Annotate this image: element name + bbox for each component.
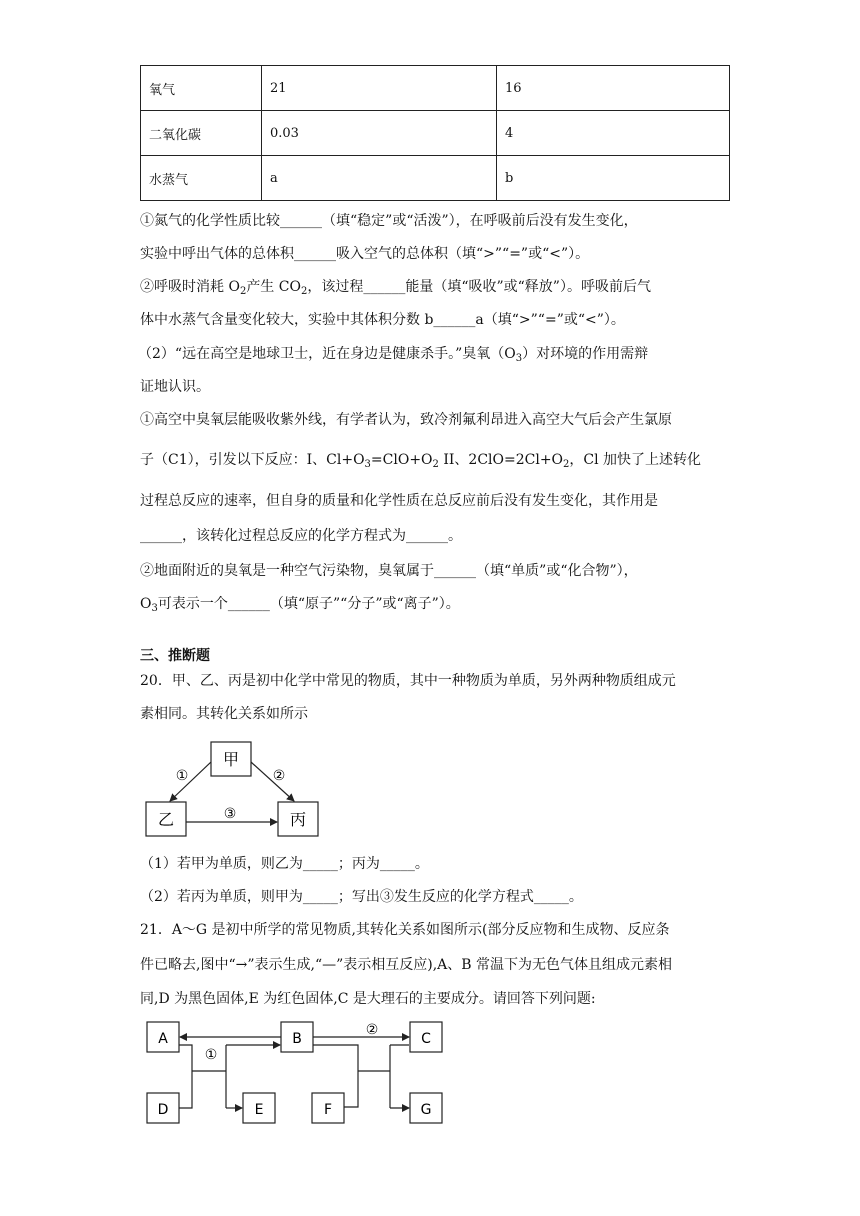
table-cell: 氧气 [141,66,262,111]
label-2: ② [272,768,286,784]
question-text: 体中水蒸气含量变化较大，实验中其体积分数 b______a（填“>”“=”或“<”）。 [140,312,625,328]
question-text: $O_3$可表示一个______（填“原子”“分子”或“离子”）。 [140,596,460,614]
label-c: C [421,1031,431,1047]
question-text: 过程总反应的速率，但自身的质量和化学性质在总反应前后没有发生变化，其作用是 [140,493,658,509]
table-cell: b [497,156,730,201]
question-text: 21．A～G 是初中所学的常见物质,其转化关系如图所示(部分反应物和生成物、反应条 [140,922,670,938]
table-cell: 4 [497,111,730,156]
table-cell: a [262,156,497,201]
question-text: 证地认识。 [140,379,210,395]
label-1: ① [204,1047,218,1063]
transformation-diagram-21 [140,1015,450,1130]
label-a: A [158,1031,168,1047]
table-cell: 水蒸气 [141,156,262,201]
table-row [141,156,730,201]
table-row [141,111,730,156]
question-text: 实验中呼出气体的总体积______吸入空气的总体积（填“>”“=”或“<”）。 [140,246,590,262]
question-text: 件已略去,图中“→”表示生成,“—”表示相互反应),A、B 常温下为无色气体且组成元素相 [140,957,673,973]
table-cell: 21 [262,66,497,111]
transformation-diagram-20 [140,740,330,840]
label-bing: 丙 [289,810,307,829]
question-text: （1）若甲为单质，则乙为_____；丙为_____。 [140,856,429,872]
label-1: ① [175,768,189,784]
question-text: ①氮气的化学性质比较______（填“稳定”或“活泼”），在呼吸前后没有发生变化， [140,213,638,229]
question-text: ______，该转化过程总反应的化学方程式为______。 [140,528,462,544]
label-2: ② [365,1022,379,1038]
label-g: G [420,1102,432,1118]
label-b: B [292,1031,302,1047]
question-text: 子（C1），引发以下反应：I、$Cl+O_3=ClO+O_2$ II、$2ClO=2Cl+O_2$，Cl 加快了上述转化 [140,452,702,470]
table-cell: 0.03 [262,111,497,156]
table-cell: 二氧化碳 [141,111,262,156]
label-f: F [323,1102,333,1118]
question-text: 素相同。其转化关系如所示 [140,706,308,722]
label-3: ③ [223,806,237,822]
label-yi: 乙 [157,810,175,829]
label-d: D [157,1102,169,1118]
table-cell: 16 [497,66,730,111]
question-text: ②呼吸时消耗 $O_2$产生 $CO_2$，该过程______能量（填“吸收”或“释放”）。呼吸前后气 [140,279,651,297]
label-e: E [254,1102,264,1118]
label-jia: 甲 [222,750,240,769]
table-row [141,66,730,111]
gas-composition-table [140,65,730,201]
question-text: ①高空中臭氧层能吸收紫外线，有学者认为，致冷剂氟利昂进入高空大气后会产生氯原 [140,412,672,428]
question-text: 同,D 为黑色固体,E 为红色固体,C 是大理石的主要成分。请回答下列问题: [140,991,596,1007]
question-text: （2）若丙为单质，则甲为_____；写出③发生反应的化学方程式_____。 [140,889,583,905]
question-text: （2）“远在高空是地球卫士，近在身边是健康杀手。”臭氧$(O_3)$对环境的作用需辩 [138,346,649,364]
question-text: ②地面附近的臭氧是一种空气污染物，臭氧属于______（填“单质”或“化合物”）， [140,563,638,579]
section-heading: 三、推断题 [140,648,210,664]
question-text: 20．甲、乙、丙是初中化学中常见的物质，其中一种物质为单质，另外两种物质组成元 [140,673,676,689]
reaction-line-ad [179,1045,192,1108]
